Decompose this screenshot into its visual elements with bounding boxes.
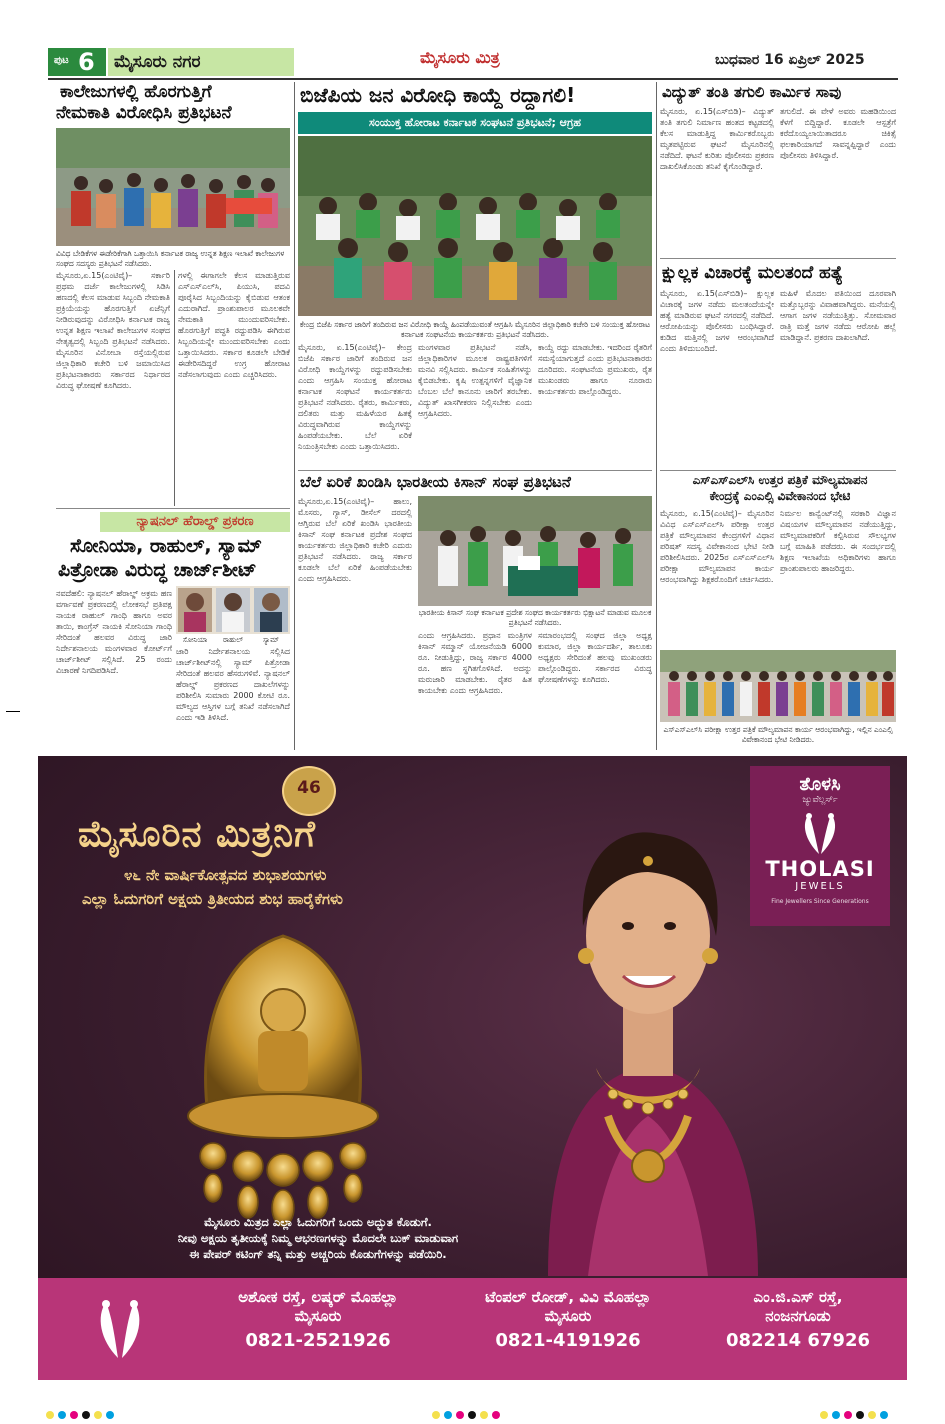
story3-body-col-b: ತಗುಲಿದೆ. ಈ ವೇಳೆ ಅವರು ಮಹಡಿಯಿಂದ ಕೆಳಗೆ ಬಿದ್ದಿದ್ದಾರೆ. ಕೂಡಲೇ ಆಸ್ಪತ್ರೆಗೆ ಕರೆದೊಯ್ಯಲಾಯಿತಾದರೂ ಚಿಕಿತ್ಸೆ ಫಲಕಾರಿಯಾಗದೆ ಸಾವನ್ನಪ್ಪಿದ್ದಾರೆ ಎಂದು ಪೊಲೀಸರು ತಿಳಿಸಿದ್ದಾರೆ. [780, 107, 896, 160]
registration-dot-icon [880, 1411, 888, 1419]
story4-headline: ಕ್ಷುಲ್ಲಕ ವಿಚಾರಕ್ಕೆ ಮಲತಂದೆ ಹತ್ಯೆ [662, 263, 843, 283]
registration-dot-icon [70, 1411, 78, 1419]
story-separator [298, 470, 652, 471]
column-divider [174, 270, 175, 506]
story1-caption: ವಿವಿಧ ಬೇಡಿಕೆಗಳ ಈಡೇರಿಕೆಗಾಗಿ ಒತ್ತಾಯಿಸಿ ಕರ್ನಾಟಕ ರಾಜ್ಯ ಉನ್ನತ ಶಿಕ್ಷಣ ಇಲಾಖೆ ಕಾಲೇಜುಗಳ ಸಂಘದ ಸದಸ್ಯರು ಪ್ರತಿಭಟನೆ ನಡೆಸಿದರು. [56, 249, 285, 268]
story7-photo [418, 496, 652, 606]
store3-phone: 082214 67926 [725, 1330, 871, 1351]
masthead-paper-name: ಮೈಸೂರು ಮಿತ್ರ [420, 48, 500, 67]
portrait-name-1: ಸೋನಿಯಾ [182, 636, 208, 644]
story5-body-col-b: ನಿರ್ಮಲ ಕಾನ್ವೆಂಟ್‌ನಲ್ಲಿ ಸರಕಾರಿ ವಿಜ್ಞಾನ ವಿಷಯಗಳ ಮೌಲ್ಯಮಾಪನ ನಡೆಯುತ್ತಿದ್ದು, ಮೌಲ್ಯಮಾಪಕರಿಗೆ ಕಲ್ಪಿಸಿರುವ ಸೌಲಭ್ಯಗಳ ಬಗ್ಗೆ ಮಾಹಿತಿ ಪಡೆದರು. ಈ ಸಂದರ್ಭದಲ್ಲಿ ಶಿಕ್ಷಣ ಇಲಾಖೆಯ ಅಧಿಕಾರಿಗಳು ಹಾಗೂ ಪ್ರಾಂಶುಪಾಲರು ಹಾಜರಿದ್ದರು. [780, 509, 896, 573]
ad-offer-message [108, 1214, 528, 1262]
store1-line2: ಮೈಸೂರು [294, 1307, 342, 1325]
story-separator [660, 470, 896, 471]
story1-body-col-a: ಮೈಸೂರು,ಏ.15(ಎಂಟಿವೈ)– ಸರ್ಕಾರಿ ಪ್ರಥಮ ದರ್ಜೆ ಕಾಲೇಜುಗಳಲ್ಲಿ ಸಿಡಿಸಿ ಹಣದಲ್ಲಿ ಕೆಲಸ ಮಾಡುವ ಸಿಬ್ಬಂದಿ ನೇಮಕಾತಿ ಪ್ರಕ್ರಿಯೆಯನ್ನು ಹೊರಗುತ್ತಿಗೆ ಏಜೆನ್ಸಿಗೆ ನೀಡಿರುವುದನ್ನು ವಿರೋಧಿಸಿ ಕರ್ನಾಟಕ ರಾಜ್ಯ ಉನ್ನತ ಶಿಕ್ಷಣ ಇಲಾಖೆ ಕಾಲೇಜುಗಳ ಸಂಘದ ನೇತೃತ್ವದಲ್ಲಿ ಸಿಬ್ಬಂದಿ ಪ್ರತಿಭಟನೆ ನಡೆಸಿದರು. ಮೈಸೂರಿನ ವಿನೋಬಾ ರಸ್ತೆಯಲ್ಲಿರುವ ಜಿಲ್ಲಾಧಿಕಾರಿ ಕಚೇರಿ ಬಳಿ ಜಮಾಯಿಸಿದ ಪ್ರತಿಭಟನಾಕಾರರು ಸರ್ಕಾರದ ನಿರ್ಧಾರದ ವಿರುದ್ಧ ಘೋಷಣೆ ಕೂಗಿದರು. [56, 271, 170, 390]
registration-dot-icon [844, 1411, 852, 1419]
story6-headline-line1: ಸೋನಿಯಾ, ರಾಹುಲ್, ಸ್ಯಾಮ್ [70, 535, 262, 557]
story4-body-col-b: ಮಹಿಳೆ ಮೊದಲ ಪತಿಯಿಂದ ದೂರವಾಗಿ ಮತ್ತೊಬ್ಬರನ್ನು ವಿವಾಹವಾಗಿದ್ದರು. ಮನೆಯಲ್ಲಿ ಆಗಾಗ ಜಗಳ ನಡೆಯುತ್ತಿತ್ತು. ಸೋಮವಾರ ರಾತ್ರಿ ಮತ್ತೆ ಜಗಳ ನಡೆದು ಆರೋಪಿ ಹಲ್ಲೆ ಮಾಡಿದ್ದಾನೆ. ಪ್ರಕರಣ ದಾಖಲಾಗಿದೆ. [780, 289, 896, 342]
margin-mark [6, 711, 20, 712]
story1-headline-line1: ಕಾಲೇಜುಗಳಲ್ಲಿ ಹೊರಗುತ್ತಿಗೆ [60, 82, 212, 102]
store2-line2: ಮೈಸೂರು [544, 1307, 592, 1325]
registration-dot-icon [856, 1411, 864, 1419]
story7-caption: ಭಾರತೀಯ ಕಿಸಾನ್ ಸಂಘ ಕರ್ನಾಟಕ ಪ್ರದೇಶ ಸಂಘದ ಕಾರ್ಯಕರ್ತರು ಭಿಕ್ಷಾಟನೆ ಮಾಡುವ ಮೂಲಕ ಪ್ರತಿಭಟನೆ ನಡೆಸಿದರು. [418, 608, 652, 627]
story7-headline: ಬೆಲೆ ಏರಿಕೆ ಖಂಡಿಸಿ ಭಾರತೀಯ ಕಿಸಾನ್ ಸಂಘ ಪ್ರತಿಭಟನೆ [300, 473, 571, 491]
story1-body-col-b: ಗಳಲ್ಲಿ ಈಗಾಗಲೇ ಕೆಲಸ ಮಾಡುತ್ತಿರುವ ಎಸ್‌ಎಸ್‌ಎಲ್‌ಸಿ, ಪಿಯುಸಿ, ಪದವಿ ಪೂರೈಸಿದ ಸಿಬ್ಬಂದಿಯನ್ನು ಕೈಬಿಡುವ ಆತಂಕ ಎದುರಾಗಿದೆ. ಪ್ರಾಂಶುಪಾಲರ ಮೂಲಕವೇ ನೇಮಕಾತಿ ಮುಂದುವರಿಸಬೇಕು. ಹೊರಗುತ್ತಿಗೆ ಪದ್ಧತಿ ರದ್ದುಪಡಿಸಿ ಈಗಿರುವ ಸಿಬ್ಬಂದಿಯನ್ನೇ ಮುಂದುವರಿಸಬೇಕು ಎಂದು ಒತ್ತಾಯಿಸಿದರು. ಸರ್ಕಾರ ಕೂಡಲೇ ಬೇಡಿಕೆ ಈಡೇರಿಸದಿದ್ದರೆ ಉಗ್ರ ಹೋರಾಟ ನಡೆಸಲಾಗುವುದು ಎಂದು ಎಚ್ಚರಿಸಿದರು. [178, 271, 290, 379]
ad-message-line2: ನೀವು ಅಕ್ಷಯ ತೃತೀಯಕ್ಕೆ ನಿಮ್ಮ ಆಭರಣಗಳನ್ನು ಮೊದಲೇ ಬುಕ್ ಮಾಡುವಾಗ [177, 1231, 459, 1245]
registration-dots-center [432, 1404, 504, 1414]
page-number: 6 [78, 48, 95, 76]
store-address-bar [38, 1278, 907, 1380]
story2-photo [298, 136, 652, 316]
story6-kicker: ನ್ಯಾಷನಲ್ ಹೆರಾಲ್ಡ್ ಪ್ರಕರಣ [100, 512, 290, 532]
logo-brand-subtitle: JEWELS [795, 881, 845, 892]
registration-dot-icon [58, 1411, 66, 1419]
story2-body-col-a: ಮೈಸೂರು, ಏ.15(ಎಂಟಿವೈ)– ಕೇಂದ್ರ ಬಿಜೆಪಿ ಸರ್ಕಾರ ಜಾರಿಗೆ ತಂದಿರುವ ಜನ ವಿರೋಧಿ ಕಾಯ್ದೆಗಳನ್ನು ರದ್ದುಪಡಿಸಬೇಕು ಎಂದು ಆಗ್ರಹಿಸಿ ಸಂಯುಕ್ತ ಹೋರಾಟ ಕರ್ನಾಟಕ ಸಂಘಟನೆ ಕಾರ್ಯಕರ್ತರು ಪ್ರತಿಭಟನೆ ನಡೆಸಿದರು. ರೈತರು, ಕಾರ್ಮಿಕರು, ದಲಿತರು ಮತ್ತು ಮಹಿಳೆಯರ ಹಿತಕ್ಕೆ ವಿರುದ್ಧವಾಗಿರುವ ಕಾಯ್ದೆಗಳನ್ನು ಹಿಂಪಡೆಯಬೇಕು. ಬೆಲೆ ಏರಿಕೆ ನಿಯಂತ್ರಿಸಬೇಕು ಎಂದು ಒತ್ತಾಯಿಸಿದರು. [298, 343, 412, 451]
jewellery-advertisement [38, 756, 907, 1380]
story3-body-col-a: ಮೈಸೂರು, ಏ.15(ಎಸ್‌ಬಿಡಿ)– ವಿದ್ಯುತ್ ತಂತಿ ತಗುಲಿ ನಿರ್ಮಾಣ ಹಂತದ ಕಟ್ಟಡದಲ್ಲಿ ಕೆಲಸ ಮಾಡುತ್ತಿದ್ದ ಕಾರ್ಮಿಕರೊಬ್ಬರು ಮೃತಪಟ್ಟಿರುವ ಘಟನೆ ಮೈಸೂರಿನಲ್ಲಿ ನಡೆದಿದೆ. ಘಟನೆ ಕುರಿತು ಪೊಲೀಸರು ಪ್ರಕರಣ ದಾಖಲಿಸಿಕೊಂಡು ತನಿಖೆ ಕೈಗೊಂಡಿದ್ದಾರೆ. [660, 107, 774, 171]
store-address-2 [458, 1288, 678, 1351]
store1-line1: ಅಶೋಕ ರಸ್ತೆ, ಲಷ್ಕರ್ ಮೊಹಲ್ಲಾ [238, 1288, 398, 1306]
store-address-3 [698, 1288, 898, 1351]
portrait-name-2: ರಾಹುಲ್ [222, 636, 244, 644]
logo-brand-name: THOLASI [765, 857, 875, 881]
story1-headline-line2: ನೇಮಕಾತಿ ವಿರೋಧಿಸಿ ಪ್ರತಿಭಟನೆ [56, 103, 232, 123]
ad-message-line1: ಮೈಸೂರು ಮಿತ್ರದ ಎಲ್ಲಾ ಓದುಗರಿಗೆ ಒಂದು ಅದ್ಭುತ ಕೊಡುಗೆ. [204, 1215, 432, 1229]
section-title: ಮೈಸೂರು ನಗರ [108, 48, 294, 76]
anniversary-badge [282, 766, 336, 816]
registration-dot-icon [82, 1411, 90, 1419]
page-label: ಪುಟ [54, 55, 69, 66]
store2-line1: ಟೆಂಪಲ್ ರೋಡ್, ವಿವಿ ಮೊಹಲ್ಲಾ [485, 1288, 651, 1306]
registration-dot-icon [468, 1411, 476, 1419]
header-rule [48, 78, 898, 80]
story6-body-col-a: ನವದೆಹಲಿ: ನ್ಯಾಷನಲ್ ಹೆರಾಲ್ಡ್ ಅಕ್ರಮ ಹಣ ವರ್ಗಾವಣೆ ಪ್ರಕರಣದಲ್ಲಿ ಲೋಕಸಭೆ ಪ್ರತಿಪಕ್ಷ ನಾಯಕ ರಾಹುಲ್ ಗಾಂಧಿ ಹಾಗೂ ಅವರ ತಾಯಿ, ಕಾಂಗ್ರೆಸ್ ನಾಯಕಿ ಸೋನಿಯಾ ಗಾಂಧಿ ಸೇರಿದಂತೆ ಹಲವರ ವಿರುದ್ಧ ಜಾರಿ ನಿರ್ದೇಶನಾಲಯ ಮಂಗಳವಾರ ಕೋರ್ಟ್‌ಗೆ ಚಾರ್ಜ್‌ಶೀಟ್ ಸಲ್ಲಿಸಿದೆ. 25 ರಂದು ವಿಚಾರಣೆ ನಿಗದಿಪಡಿಸಿದೆ. [56, 589, 172, 675]
story2-body-col-b: ಮಂಗಳವಾರ ಪ್ರತಿಭಟನೆ ನಡೆಸಿ, ಜಿಲ್ಲಾಧಿಕಾರಿಗಳ ಮೂಲಕ ರಾಷ್ಟ್ರಪತಿಗಳಿಗೆ ಮನವಿ ಸಲ್ಲಿಸಿದರು. ಕಾರ್ಮಿಕ ಸಂಹಿತೆಗಳನ್ನು ಕೈಬಿಡಬೇಕು. ಕೃಷಿ ಉತ್ಪನ್ನಗಳಿಗೆ ವೈಜ್ಞಾನಿಕ ಬೆಂಬಲ ಬೆಲೆ ಕಾನೂನು ಜಾರಿಗೆ ತರಬೇಕು. ವಿದ್ಯುತ್ ಖಾಸಗೀಕರಣ ನಿಲ್ಲಿಸಬೇಕು ಎಂದು ಆಗ್ರಹಿಸಿದರು. [418, 343, 532, 418]
logo-kannada-name: ತೊಳಸಿ [799, 774, 841, 795]
registration-dot-icon [480, 1411, 488, 1419]
ad-title: ಮೈಸೂರಿನ ಮಿತ್ರನಿಗೆ [78, 814, 317, 855]
story2-caption: ಕೇಂದ್ರ ಬಿಜೆಪಿ ಸರ್ಕಾರ ಜಾರಿಗೆ ತಂದಿರುವ ಜನ ವಿರೋಧಿ ಕಾಯ್ದೆ ಹಿಂಪಡೆಯುವಂತೆ ಆಗ್ರಹಿಸಿ ಮೈಸೂರಿನ ಜಿಲ್ಲಾಧಿಕಾರಿ ಕಚೇರಿ ಬಳಿ ಸಂಯುಕ್ತ ಹೋರಾಟ ಕರ್ನಾಟಕ ಸಂಘಟನೆಯ ಕಾರ್ಯಕರ್ತರು ಪ್ರತಿಭಟನೆ ನಡೆಸಿದರು. [299, 320, 651, 339]
column-divider [294, 82, 295, 750]
registration-dot-icon [432, 1411, 440, 1419]
story5-photo [660, 650, 896, 722]
store2-phone: 0821-4191926 [495, 1330, 641, 1351]
story5-body-col-a: ಮೈಸೂರು, ಏ.15(ಎಂಟಿವೈ)– ಮೈಸೂರಿನ ವಿವಿಧ ಎಸ್‌ಎಸ್‌ಎಲ್‌ಸಿ ಪರೀಕ್ಷಾ ಉತ್ತರ ಪತ್ರಿಕೆ ಮೌಲ್ಯಮಾಪನ ಕೇಂದ್ರಗಳಿಗೆ ವಿಧಾನ ಪರಿಷತ್ ಸದಸ್ಯ ವಿವೇಕಾನಂದ ಭೇಟಿ ನೀಡಿ ಪರಿಶೀಲಿಸಿದರು. 2025ರ ಎಸ್‌ಎಸ್‌ಎಲ್‌ಸಿ ಪರೀಕ್ಷಾ ಮೌಲ್ಯಮಾಪನ ಕಾರ್ಯ ಆರಂಭವಾಗಿದ್ದು ಶಿಕ್ಷಕರೊಂದಿಗೆ ಚರ್ಚಿಸಿದರು. [660, 509, 774, 584]
logo-tagline: Fine Jewellers Since Generations [771, 898, 869, 905]
gold-pendant-image [158, 926, 408, 1256]
registration-dot-icon [832, 1411, 840, 1419]
registration-dot-icon [46, 1411, 54, 1419]
registration-dot-icon [444, 1411, 452, 1419]
story6-portraits [176, 586, 290, 634]
tholasi-logo-box [750, 766, 890, 926]
portrait-name-3: ಸ್ಯಾಮ್ [262, 636, 280, 644]
story2-subhead-strip: ಸಂಯುಕ್ತ ಹೋರಾಟ ಕರ್ನಾಟಕ ಸಂಘಟನೆ ಪ್ರತಿಭಟನೆ; ಆಗ್ರಹ [298, 112, 652, 134]
story3-headline: ವಿದ್ಯುತ್ ತಂತಿ ತಗುಲಿ ಕಾರ್ಮಿಕ ಸಾವು [662, 83, 842, 101]
registration-dot-icon [94, 1411, 102, 1419]
story5-headline-line2: ಕೇಂದ್ರಕ್ಕೆ ಎಂಎಲ್ಸಿ ವಿವೇಕಾನಂದ ಭೇಟಿ [709, 489, 851, 503]
store1-phone: 0821-2521926 [245, 1330, 391, 1351]
store-address-1 [198, 1288, 438, 1351]
registration-dot-icon [492, 1411, 500, 1419]
ad-message-line3: ಈ ಪೇಪರ್ ಕಟಿಂಗ್ ತನ್ನಿ ಮತ್ತು ಅಚ್ಚರಿಯ ಕೊಡುಗೆಗಳನ್ನು ಪಡೆಯಿರಿ. [189, 1247, 447, 1261]
peacock-logo-icon [795, 810, 845, 856]
story7-body-col-a: ಮೈಸೂರು,ಏ.15(ಎಂಟಿವೈ)– ಹಾಲು, ಮೊಸರು, ಗ್ಯಾಸ್, ಡೀಸೆಲ್ ದರದಲ್ಲಿ ಆಗ್ತಿರುವ ಬೆಲೆ ಏರಿಕೆ ಖಂಡಿಸಿ ಭಾರತೀಯ ಕಿಸಾನ್ ಸಂಘ ಕರ್ನಾಟಕ ಪ್ರದೇಶ ಸಂಘದ ಕಾರ್ಯಕರ್ತರು ಜಿಲ್ಲಾಧಿಕಾರಿ ಕಚೇರಿ ಎದುರು ಪ್ರತಿಭಟನೆ ನಡೆಸಿದರು. ರಾಜ್ಯ ಸರ್ಕಾರ ಕೂಡಲೇ ಬೆಲೆ ಏರಿಕೆ ಹಿಂಪಡೆಯಬೇಕು ಎಂದು ಆಗ್ರಹಿಸಿದರು. [298, 497, 412, 583]
ad-greeting-line2: ಎಲ್ಲಾ ಓದುಗರಿಗೆ ಅಕ್ಷಯ ತ್ರಿತೀಯದ ಶುಭ ಹಾರೈಕೆಗಳು [82, 890, 343, 908]
story-separator [660, 258, 896, 259]
page-number-box [48, 48, 106, 76]
story7-body-col-b: ಎಂದು ಆಗ್ರಹಿಸಿದರು. ಪ್ರಧಾನ ಮಂತ್ರಿಗಳ ಕಿಸಾನ್ ಸಮ್ಮಾನ್ ಯೋಜನೆಯಡಿ 6000 ರೂ. ನೀಡುತ್ತಿದ್ದು, ರಾಜ್ಯ ಸರ್ಕಾರ 4000 ರೂ. ಹಣ ಸ್ಥಗಿತಗೊಳಿಸಿದೆ. ಅದನ್ನು ಮರುಜಾರಿ ಮಾಡಬೇಕು. ರೈತರ ಹಿತ ಕಾಯಬೇಕು ಎಂದು ಆಗ್ರಹಿಸಿದರು. [418, 631, 532, 695]
ad-greeting-line1: ೪೬ ನೇ ವಾರ್ಷಿಕೋತ್ಸವದ ಶುಭಾಶಯಗಳು [124, 866, 327, 884]
story7-body-col-c: ಸಮಾರಂಭದಲ್ಲಿ ಸಂಘದ ಜಿಲ್ಲಾ ಅಧ್ಯಕ್ಷ ಕುಮಾರ, ಜಿಲ್ಲಾ ಕಾರ್ಯದರ್ಶಿ, ತಾಲೂಕು ಅಧ್ಯಕ್ಷರು ಸೇರಿದಂತೆ ಹಲವು ಮುಖಂಡರು ಪಾಲ್ಗೊಂಡಿದ್ದರು. ಸರ್ಕಾರದ ವಿರುದ್ಧ ಘೋಷಣೆಗಳನ್ನು ಕೂಗಿದರು. [538, 631, 652, 684]
story5-caption: ಎಸ್‌ಎಸ್‌ಎಲ್‌ಸಿ ಪರೀಕ್ಷಾ ಉತ್ತರ ಪತ್ರಿಕೆ ಮೌಲ್ಯಮಾಪನ ಕಾರ್ಯ ಆರಂಭವಾಗಿದ್ದು, ಇಲ್ಲಿನ ಎಂಎಲ್ಸಿ ವಿವೇಕಾನಂದ ಭೇಟಿ ನೀಡಿದರು. [663, 725, 893, 744]
registration-dot-icon [456, 1411, 464, 1419]
store3-line1: ಎಂ.ಜಿ.ಎಸ್ ರಸ್ತೆ, [753, 1288, 843, 1306]
story6-headline-line2: ಪಿತ್ರೋಡಾ ವಿರುದ್ಧ ಚಾರ್ಜ್‌ಶೀಟ್ [58, 559, 257, 581]
registration-dots-right [820, 1404, 892, 1414]
peacock-logo-icon [90, 1296, 150, 1360]
model-photo [508, 776, 788, 1276]
story2-headline: ಬಿಜೆಪಿಯ ಜನ ವಿರೋಧಿ ಕಾಯ್ದೆ ರದ್ದಾಗಲಿ! [300, 83, 576, 107]
story5-headline-line1: ಎಸ್‌ಎಸ್‌ಎಲ್‌ಸಿ ಉತ್ತರ ಪತ್ರಿಕೆ ಮೌಲ್ಯಮಾಪನ [692, 473, 868, 487]
story4-body-col-a: ಮೈಸೂರು, ಏ.15(ಎಸ್‌ಬಿಡಿ)– ಕ್ಷುಲ್ಲಕ ವಿಚಾರಕ್ಕೆ ಜಗಳ ನಡೆದು ಮಲತಂದೆಯನ್ನೇ ಹತ್ಯೆ ಮಾಡಿರುವ ಘಟನೆ ನಗರದಲ್ಲಿ ನಡೆದಿದೆ. ಆರೋಪಿಯನ್ನು ಪೊಲೀಸರು ಬಂಧಿಸಿದ್ದಾರೆ. ಕುಡಿದ ಮತ್ತಿನಲ್ಲಿ ಜಗಳ ಆರಂಭವಾಗಿದೆ ಎಂದು ತಿಳಿದುಬಂದಿದೆ. [660, 289, 774, 353]
story2-body-col-c: ಕಾಯ್ದೆ ರದ್ದು ಮಾಡಬೇಕು. ಇದರಿಂದ ರೈತರಿಗೆ ಸಮಸ್ಯೆಯಾಗುತ್ತದೆ ಎಂದು ಪ್ರತಿಭಟನಾಕಾರರು ದೂರಿದರು. ಸಂಘಟನೆಯ ಪ್ರಮುಖರು, ರೈತ ಮುಖಂಡರು ಹಾಗೂ ನೂರಾರು ಕಾರ್ಯಕರ್ತರು ಪಾಲ್ಗೊಂಡಿದ್ದರು. [538, 343, 652, 396]
issue-date: ಬುಧವಾರ 16 ಏಪ್ರಿಲ್ 2025 [715, 52, 865, 68]
registration-dot-icon [106, 1411, 114, 1419]
story1-photo [56, 128, 290, 246]
story6-body-col-b: ಜಾರಿ ನಿರ್ದೇಶನಾಲಯ ಸಲ್ಲಿಸಿದ ಚಾರ್ಜ್‌ಶೀಟ್‌ನಲ್ಲಿ ಸ್ಯಾಮ್ ಪಿತ್ರೋಡಾ ಸೇರಿದಂತೆ ಹಲವರ ಹೆಸರುಗಳಿವೆ. ನ್ಯಾಷನಲ್ ಹೆರಾಲ್ಡ್ ಪ್ರಕರಣದ ದಾಖಲೆಗಳನ್ನು ಪರಿಶೀಲಿಸಿ ಸುಮಾರು 2000 ಕೋಟಿ ರೂ. ಮೌಲ್ಯದ ಆಸ್ತಿಗಳ ಬಗ್ಗೆ ತನಿಖೆ ನಡೆಸಲಾಗಿದೆ ಎಂದು ಇಡಿ ತಿಳಿಸಿದೆ. [176, 647, 290, 722]
registration-dots-left [46, 1404, 118, 1414]
registration-dot-icon [820, 1411, 828, 1419]
column-divider [656, 82, 657, 750]
story-separator [56, 508, 290, 509]
store3-line2: ನಂಜನಗೂಡು [765, 1307, 831, 1325]
anniversary-number: 46 [297, 778, 321, 798]
logo-kannada-subtitle: ಜ್ಯುವೆಲ್ಲರ್ಸ್ [802, 795, 838, 805]
registration-dot-icon [868, 1411, 876, 1419]
